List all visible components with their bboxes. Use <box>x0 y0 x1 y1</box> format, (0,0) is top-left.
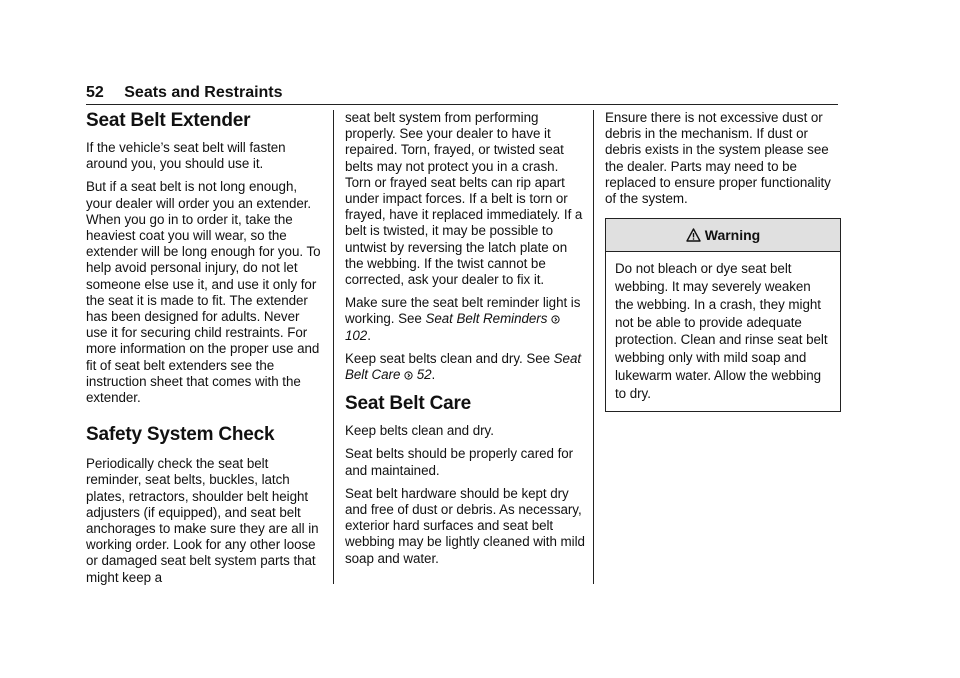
paragraph: Seat belts should be properly cared for and maintained. <box>345 446 574 478</box>
heading-safety-system-check: Safety System Check <box>86 424 275 446</box>
paragraph: Ensure there is not excessive dust or debris in the mechanism. If dust or debris exists in the system please see the dealer. Parts may need to be replaced to ensure proper functionality of the system. <box>605 110 831 207</box>
page-ref[interactable]: 52 <box>416 367 432 383</box>
warning-header <box>606 219 840 252</box>
paragraph: Keep belts clean and dry. <box>345 423 494 439</box>
paragraph: But if a seat belt is not long enough, your dealer will order you an extender. When you go in to order it, take the heaviest coat you will wear, so the extender will be long enough for you. To help avoid personal injury, do not let someone else use it, and use it only for the seat it is made to fit. The extender has been designed for adults. Never use it for securing child restraints. For more information on the proper use and fit of seat belt extenders see the instruction sheet that comes with the extender. <box>86 179 321 406</box>
page-reference-icon <box>551 315 560 324</box>
warning-text: Do not bleach or dye seat belt webbing. It may severely weaken the webbing. In a crash, they might not be able to provide adequate protection. Clean and rinse seat belt webbing only with mild soap and lukewarm water. Allow the webbing to dry. <box>615 261 828 401</box>
column-2 <box>345 110 585 574</box>
column-3 <box>605 110 841 412</box>
heading-seat-belt-extender: Seat Belt Extender <box>86 110 251 131</box>
page-reference-icon <box>404 371 413 380</box>
warning-triangle-icon <box>686 228 701 242</box>
column-divider <box>593 110 594 584</box>
paragraph: If the vehicle’s seat belt will fasten around you, you should use it. <box>86 140 286 172</box>
warning-title: Warning <box>704 227 761 244</box>
page-number: 52 <box>86 84 104 101</box>
paragraph: seat belt system from performing properly. See your dealer to have it repaired. Torn, frayed, or twisted seat belts may not protect you in a crash. Torn or frayed seat belts can rip apart under impact forces. If a belt is torn or frayed, have it replaced immediately. If a belt is twisted, it may be possible to untwist by reversing the latch plate on the webbing. If the twist cannot be corrected, ask your dealer to fix it. <box>345 110 583 288</box>
column-1 <box>86 110 322 593</box>
warning-body <box>606 252 840 410</box>
page-ref[interactable]: 102 <box>345 327 368 343</box>
paragraph-reminder: Make sure the seat belt reminder light is working. See Seat Belt Reminders 102. <box>345 295 581 343</box>
warning-box <box>605 218 841 411</box>
link-seat-belt-care[interactable]: Seat Belt Care <box>345 350 582 383</box>
column-divider <box>333 110 334 584</box>
heading-seat-belt-care: Seat Belt Care <box>345 393 472 415</box>
section-title: Seats and Restraints <box>124 84 283 101</box>
paragraph: Periodically check the seat belt reminder, seat belts, buckles, latch plates, retractors, shoulder belt height adjusters (if equipped), and seat belt anchorages to make sure they are all in working order. Look for any other loose or damaged seat belt system parts that might keep a <box>86 456 319 585</box>
link-seat-belt-reminders[interactable]: Seat Belt Reminders <box>425 311 548 327</box>
page-header <box>86 82 838 105</box>
paragraph-clean: Keep seat belts clean and dry. See Seat Belt Care 52. <box>345 350 582 383</box>
paragraph: Seat belt hardware should be kept dry and free of dust or debris. As necessary, exterior hard surfaces and seat belt webbing may be lightly cleaned with mild soap and water. <box>345 485 585 566</box>
